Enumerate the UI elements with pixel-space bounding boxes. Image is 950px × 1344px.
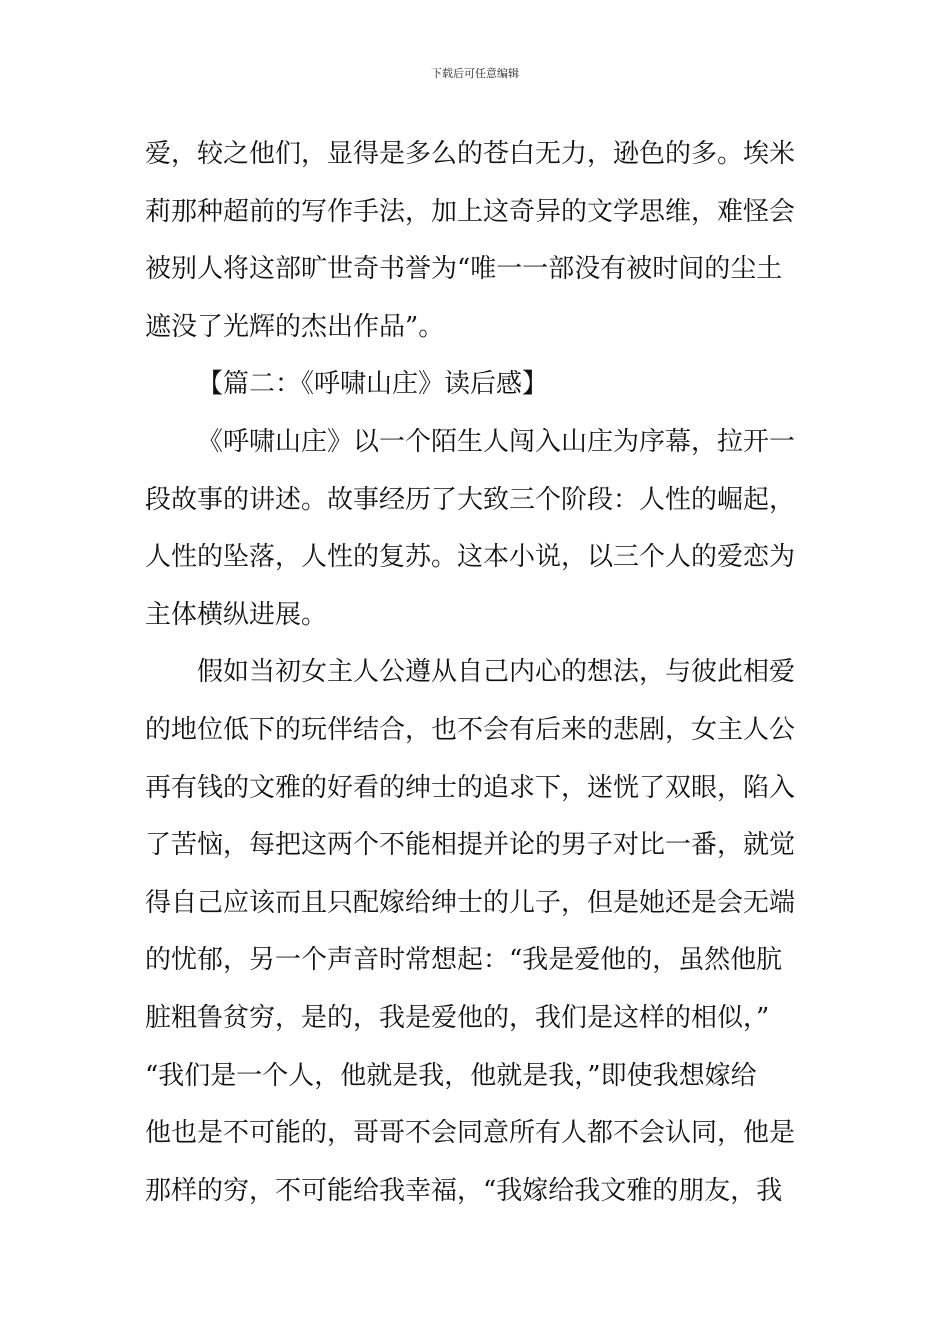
text-line: 莉那种超前的写作手法，加上这奇异的文学思维，难怪会 (145, 196, 796, 227)
text-line: “我们是一个人，他就是我，他就是我，”即使我想嫁给 (145, 1060, 757, 1091)
text-line: 主体横纵进展。 (145, 599, 328, 630)
heading-line: 【篇二：《呼啸山庄》读后感】 (197, 369, 549, 400)
text-line: 假如当初女主人公遵从自己内心的想法，与彼此相爱 (197, 657, 796, 688)
text-line: 遮没了光辉的杰出作品”。 (145, 311, 445, 342)
text-line: 段故事的讲述。故事经历了大致三个阶段：人性的崛起， (145, 484, 796, 515)
page-header: 下载后可任意编辑 (431, 67, 519, 80)
body-text (145, 126, 805, 1220)
text-line: 他也是不可能的，哥哥不会同意所有人都不会认同，他是 (145, 1118, 796, 1149)
text-line: 的忧郁，另一个声音时常想起：“我是爱他的，虽然他肮 (145, 945, 783, 976)
text-line: 了苦恼，每把这两个不能相提并论的男子对比一番，就觉 (145, 830, 796, 861)
text-line: 得自己应该而且只配嫁给绅士的儿子，但是她还是会无端 (145, 887, 796, 918)
text-line: 那样的穷，不可能给我幸福，“我嫁给我文雅的朋友，我 (145, 1175, 783, 1206)
paragraph (145, 644, 805, 1220)
text-line: 人性的坠落，人性的复苏。这本小说，以三个人的爱恋为 (145, 542, 796, 573)
text-line: 脏粗鲁贫穷，是的，我是爱他的，我们是这样的相似，” (145, 1002, 770, 1033)
section-heading (145, 356, 805, 414)
paragraph (145, 414, 805, 644)
text-line: 《呼啸山庄》以一个陌生人闯入山庄为序幕，拉开一 (197, 426, 796, 457)
text-line: 再有钱的文雅的好看的绅士的追求下，迷恍了双眼，陷入 (145, 772, 796, 803)
text-line: 的地位低下的玩伴结合，也不会有后来的悲剧，女主人公 (145, 714, 796, 745)
text-line: 爱，较之他们，显得是多么的苍白无力，逊色的多。埃米 (145, 139, 796, 169)
paragraph (145, 126, 805, 356)
text-line: 被别人将这部旷世奇书誉为“唯一一部没有被时间的尘土 (145, 254, 783, 285)
